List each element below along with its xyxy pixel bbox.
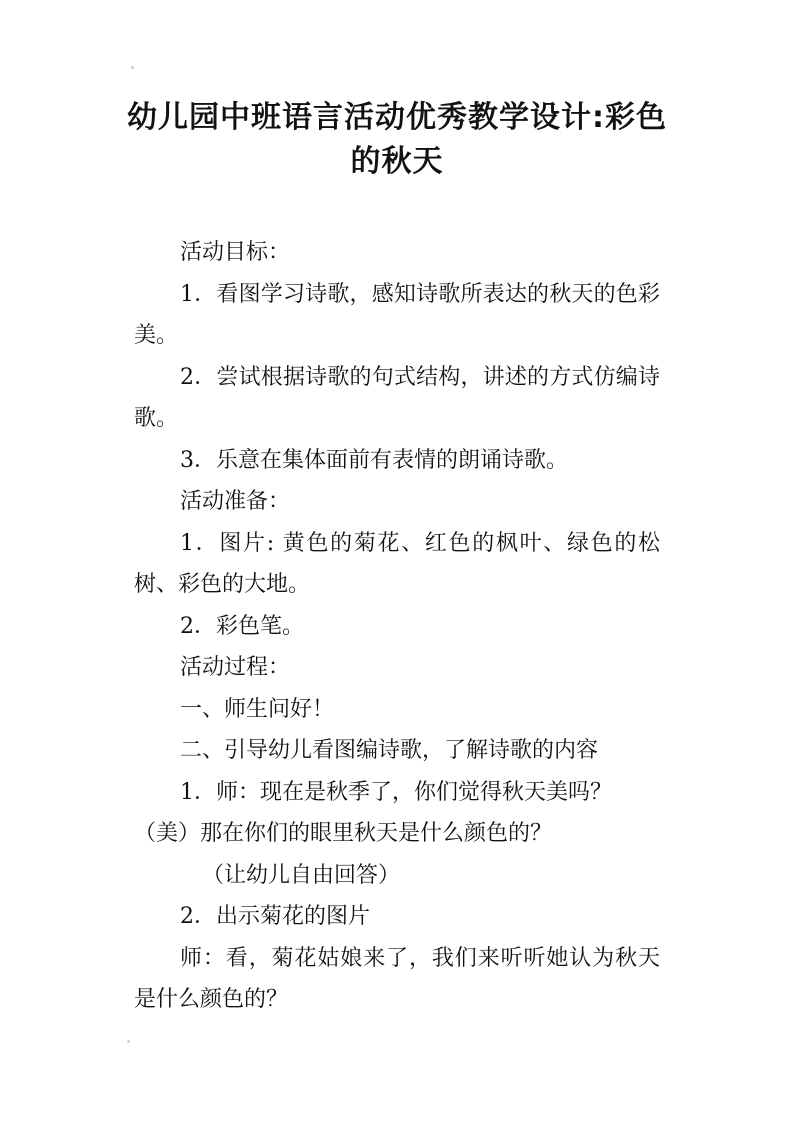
process-step-2: 二、引导幼儿看图编诗歌，了解诗歌的内容 <box>180 738 599 763</box>
teacher-dialogue: 师：看，菊花姑娘来了，我们来听听她认为秋天是什么颜色的？ <box>134 945 660 1012</box>
section-heading-process: 活动过程： <box>180 655 291 680</box>
preparation-item-1: 1．图片: 黄色的菊花、红色的枫叶、绿色的松树、彩色的大地。 <box>134 530 660 597</box>
preparation-item-2: 2．彩色笔。 <box>180 613 304 639</box>
scan-speck <box>131 66 134 69</box>
section-heading-goals: 活动目标： <box>180 240 291 265</box>
process-step-1: 一、师生问好！ <box>180 696 335 722</box>
goal-item-2: 2．尝试根据诗歌的句式结构，讲述的方式仿编诗歌。 <box>134 364 660 431</box>
process-substep-1: 1．师：现在是秋季了，你们觉得秋天美吗？ <box>180 779 612 805</box>
section-heading-preparation: 活动准备： <box>180 489 291 514</box>
process-substep-1-note: （让幼儿自由回答） <box>202 862 401 888</box>
document-title: 幼儿园中班语言活动优秀教学设计:彩色的秋天 <box>127 100 667 179</box>
process-substep-1-continued: （美）那在你们的眼里秋天是什么颜色的？ <box>134 821 553 846</box>
goal-item-1: 1．看图学习诗歌，感知诗歌所表达的秋天的色彩美。 <box>134 281 660 348</box>
process-substep-2: 2．出示菊花的图片 <box>180 904 370 929</box>
document-body <box>134 232 660 1021</box>
goal-item-3: 3．乐意在集体面前有表情的朗诵诗歌。 <box>180 447 568 473</box>
scan-speck <box>127 1040 130 1043</box>
